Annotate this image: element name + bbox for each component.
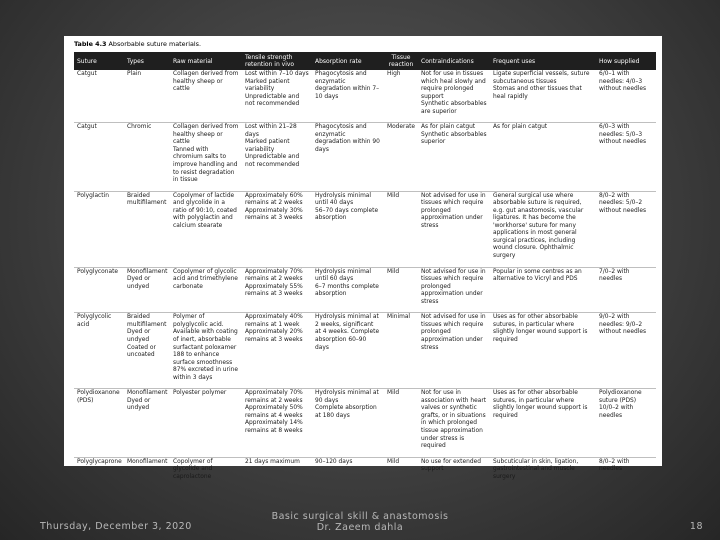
footer-presentation-title: Basic surgical skill & anastomosis Dr. Zaeem dahla (271, 511, 449, 533)
table-caption-label: Table 4.3 (74, 40, 107, 48)
table-cell: Hydrolysis minimal at 90 days Complete absorption at 180 days (312, 389, 384, 457)
table-caption-text: Absorbable suture materials. (108, 40, 202, 48)
table-cell: Mild (384, 389, 418, 457)
table-cell: 6/0–3 with needles: 5/0–3 without needles (596, 123, 656, 191)
table-cell: 7/0–2 with needles (596, 267, 656, 313)
column-header: Tissue reaction (388, 54, 414, 68)
table-cell: Polymer of polyglycolic acid. Available with coating of inert, absorbable surfactant poloxamer 188 to enhance surface smoothness 87% excreted in urine within 3 days (170, 313, 242, 389)
table-cell: Not for use in tissues which heal slowly and require prolonged support Synthetic absorbables are superior (418, 70, 490, 123)
table-cell: Approximately 70% remains at 2 weeks Approximately 50% remains at 4 weeks Approximately 14% remains at 8 weeks (242, 389, 312, 457)
table-cell: Approximately 40% remains at 1 week Approximately 20% remains at 3 weeks (242, 313, 312, 389)
table-cell: Copolymer of glycolide and caprolactone (173, 458, 213, 480)
table-cell: Catgut (74, 123, 124, 191)
table-cell: 8/0–2 with needles (599, 458, 630, 473)
table-cell: Monofilament Dyed or undyed (124, 389, 170, 457)
table-cell: Polydioxanone (PDS) (74, 389, 124, 457)
table-cell: Mild (384, 191, 418, 267)
table-cell: Polyglycaprone (77, 458, 122, 465)
table-cell: Approximately 70% remains at 2 weeks Approximately 55% remains at 3 weeks (242, 267, 312, 313)
table-cell: Polyglycolic acid (74, 313, 124, 389)
table-cell: Moderate (384, 123, 418, 191)
table-cell: Polydioxanone suture (PDS) 10/0–2 with needles (596, 389, 656, 457)
table-sheet (64, 36, 662, 480)
table-cell: As for plain catgut (490, 123, 596, 191)
table-cell: 6/0–1 with needles: 4/0–3 without needles (596, 70, 656, 123)
table-cell: Phagocytosis and enzymatic degradation within 90 days (312, 123, 384, 191)
table-cell: Ligate superficial vessels, suture subcutaneous tissues Stomas and other tissues that heal rapidly (490, 70, 596, 123)
column-header: How supplied (599, 57, 640, 65)
table-cell: Not for use in association with heart valves or synthetic grafts, or in situations in which prolonged tissue approximation under stress is required (418, 389, 490, 457)
table-cell: No use for extended support (421, 458, 481, 473)
table-cell: Copolymer of lactide and glycolide in a ratio of 90:10, coated with polyglactin and calcium stearate (170, 191, 242, 267)
column-header: Tensile strength retention in vivo (245, 54, 295, 68)
table-cell: 9/0–2 with needles: 9/0–2 without needles (596, 313, 656, 389)
table-cell: Polyester polymer (170, 389, 242, 457)
table-row (74, 70, 656, 123)
table-cell: Polyglactin (74, 191, 124, 267)
table-cell: Braided multifilament Dyed or undyed Coated or uncoated (124, 313, 170, 389)
table-cell: Not advised for use in tissues which require prolonged approximation under stress (418, 267, 490, 313)
table-cell: Hydrolysis minimal until 60 days 6–7 months complete absorption (312, 267, 384, 313)
table-cell: Plain (124, 70, 170, 123)
table-cell: High (384, 70, 418, 123)
table-cell: Minimal (384, 313, 418, 389)
column-header: Absorption rate (315, 57, 362, 65)
column-header: Suture (77, 57, 97, 65)
table-cell: Mild (384, 267, 418, 313)
table-caption (74, 40, 656, 48)
table-header-row (74, 52, 656, 70)
table-row (74, 267, 656, 313)
table-row (74, 313, 656, 389)
table-cell: Hydrolysis minimal at 2 weeks, significant at 4 weeks. Complete absorption 60–90 days (312, 313, 384, 389)
table-body (74, 70, 656, 487)
table-cell: Collagen derived from healthy sheep or cattle (170, 70, 242, 123)
table-cell: Copolymer of glycolic acid and trimethylene carbonate (170, 267, 242, 313)
table-cell: Catgut (74, 70, 124, 123)
table-row (74, 191, 656, 267)
table-cell: Popular in some centres as an alternative to Vicryl and PDS (490, 267, 596, 313)
footer-date: Thursday, December 3, 2020 (40, 521, 192, 532)
table-cell: Lost within 7–10 days Marked patient variability Unpredictable and not recommended (242, 70, 312, 123)
column-header: Types (127, 57, 144, 65)
column-header: Raw material (173, 57, 213, 65)
table-cell: As for plain catgut Synthetic absorbables superior (418, 123, 490, 191)
column-header: Contraindications (421, 57, 474, 65)
footer-page-number: 18 (689, 521, 703, 532)
table-cell: Subcuticular in skin, ligation, gastrointestinal and muscle surgery (493, 458, 579, 480)
table-cell: Monofilament (127, 458, 168, 465)
table-cell: Not advised for use in tissues which require prolonged approximation under stress (418, 191, 490, 267)
table-cell: 21 days maximum (245, 458, 300, 465)
table-cell: Lost within 21–28 days Marked patient variability Unpredictable and not recommended (242, 123, 312, 191)
table-row (74, 389, 656, 457)
table-cell: Not advised for use in tissues which require prolonged approximation under stress (418, 313, 490, 389)
table-cell: Monofilament Dyed or undyed (124, 267, 170, 313)
table-cell: Chromic (124, 123, 170, 191)
absorbable-sutures-table (74, 52, 656, 487)
column-header: Frequent uses (493, 57, 536, 65)
table-row (74, 123, 656, 191)
table-cell: Braided multifilament (124, 191, 170, 267)
table-cell: Uses as for other absorbable sutures, in particular where slightly longer wound support is required (490, 313, 596, 389)
table-cell: 8/0–2 with needles: 5/0–2 without needles (596, 191, 656, 267)
table-cell: Collagen derived from healthy sheep or cattle Tanned with chromium salts to improve handling and to resist degradation in tissue (170, 123, 242, 191)
table-cell: Approximately 60% remains at 2 weeks Approximately 30% remains at 3 weeks (242, 191, 312, 267)
table-cell: Polyglyconate (74, 267, 124, 313)
table-row (74, 457, 656, 487)
table-cell: 90–120 days (315, 458, 353, 465)
table-cell: General surgical use where absorbable suture is required, e.g. gut anastomosis, vascular ligatures. It has become the 'workhorse' suture for many applications in most general surgical practices, including wound closure. Ophthalmic surgery (490, 191, 596, 267)
table-cell: Mild (387, 458, 400, 465)
table-cell: Uses as for other absorbable sutures, in particular where slightly longer wound support is required (490, 389, 596, 457)
table-cell: Hydrolysis minimal until 40 days 56–70 days complete absorption (312, 191, 384, 267)
table-cell: Phagocytosis and enzymatic degradation within 7–10 days (312, 70, 384, 123)
